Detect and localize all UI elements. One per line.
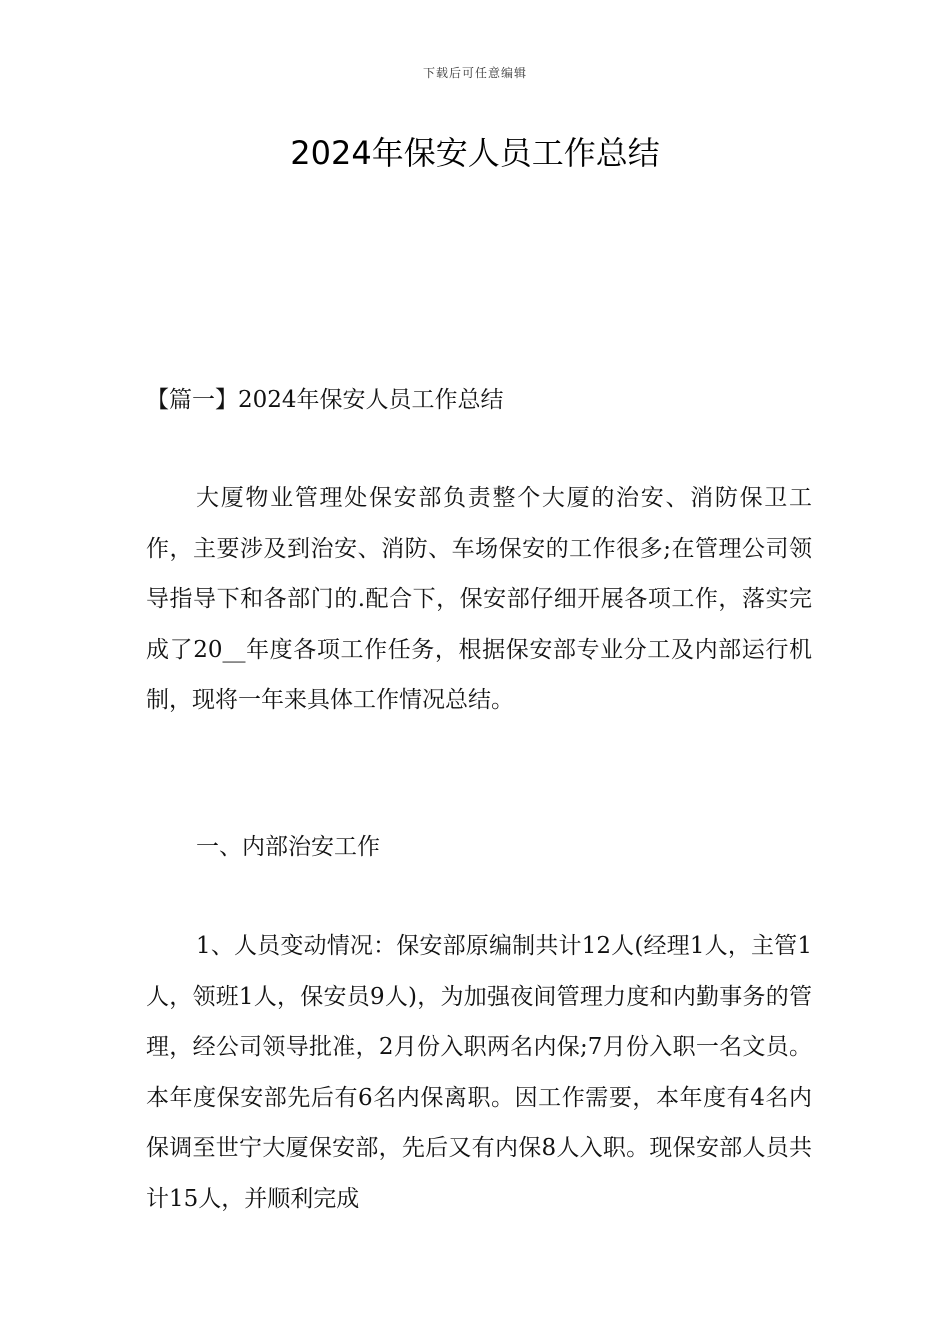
sub-heading-internal-security: 一、内部治安工作: [196, 834, 380, 860]
header-note: 下载后可任意编辑: [422, 66, 527, 80]
section-heading: 【篇一】2024年保安人员工作总结: [146, 387, 504, 413]
document-title: 2024年保安人员工作总结: [290, 134, 660, 172]
item-1-paragraph: 1、人员变动情况：保安部原编制共计12人(经理1人，主管1人，领班1人，保安员9人)，为加强夜间管理力度和内勤事务的管理，经公司领导批准，2月份入职两名内保;7月份入职一名文员。本年度保安部先后有6名内保离职。因工作需要，本年度有4名内保调至世宁大厦保安部，先后又有内保8人入职。现保安部人员共计15人，并顺利完成: [146, 933, 812, 1212]
intro-paragraph: 大厦物业管理处保安部负责整个大厦的治安、消防保卫工作，主要涉及到治安、消防、车场保安的工作很多;在管理公司领导指导下和各部门的.配合下，保安部仔细开展各项工作，落实完成了20__年度各项工作任务，根据保安部专业分工及内部运行机制，现将一年来具体工作情况总结。: [146, 485, 812, 713]
